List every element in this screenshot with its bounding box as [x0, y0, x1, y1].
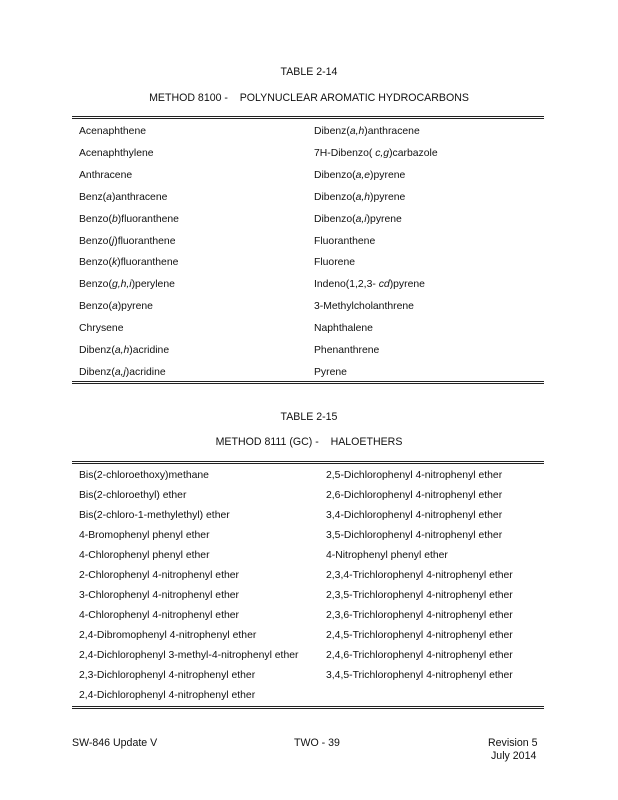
compound-name-right: 3-Methylcholanthrene: [314, 301, 414, 313]
table-row: [72, 569, 544, 583]
table-row: [72, 589, 544, 603]
compound-name-right: Dibenzo(a,i)pyrene: [314, 213, 402, 225]
table-row: [72, 609, 544, 623]
compound-name-right: 2,3,5-Trichlorophenyl 4-nitrophenyl ether: [326, 590, 513, 601]
compound-name-right: 2,3,4-Trichlorophenyl 4-nitrophenyl ether: [326, 570, 513, 581]
table-row: [72, 629, 544, 643]
compound-name-right: 7H-Dibenzo( c,g)carbazole: [314, 147, 438, 159]
table-row: [72, 322, 544, 336]
compound-name-left: Chrysene: [79, 323, 124, 335]
table-row: [72, 689, 544, 703]
compound-name-left: Benzo(b)fluoranthene: [79, 213, 179, 225]
compound-name-left: 2-Chlorophenyl 4-nitrophenyl ether: [79, 570, 239, 581]
compound-name-right: Indeno(1,2,3- cd)pyrene: [314, 279, 425, 291]
compound-name-right: Dibenz(a,h)anthracene: [314, 126, 420, 137]
table-row: [72, 213, 544, 227]
compound-name-left: Benz(a)anthracene: [79, 191, 168, 203]
compound-name-left: Benzo(j)fluoranthene: [79, 235, 176, 247]
table-2-15: [72, 461, 544, 709]
compound-name-right: 3,4,5-Trichlorophenyl 4-nitrophenyl ether: [326, 670, 513, 681]
compound-name-left: 3-Chlorophenyl 4-nitrophenyl ether: [79, 590, 239, 601]
footer-document-id: SW-846 Update V: [72, 737, 158, 749]
compound-name-left: Benzo(g,h,i)perylene: [79, 279, 175, 291]
table-row: [72, 147, 544, 161]
table-row: [72, 529, 544, 543]
compound-name-right: 3,4-Dichlorophenyl 4-nitrophenyl ether: [326, 510, 503, 521]
compound-name-left: 2,4-Dichlorophenyl 4-nitrophenyl ether: [79, 690, 256, 701]
compound-name-right: 2,4,6-Trichlorophenyl 4-nitrophenyl ether: [326, 650, 513, 661]
table-bottom-rule: [72, 381, 544, 384]
compound-name-right: Pyrene: [314, 366, 347, 378]
footer-date: July 2014: [491, 750, 537, 762]
table-row: [72, 125, 544, 139]
compound-name-right: Naphthalene: [314, 323, 373, 335]
compound-name-left: Acenaphthylene: [79, 147, 154, 159]
compound-name-right: 2,4,5-Trichlorophenyl 4-nitrophenyl ether: [326, 630, 513, 641]
compound-name-right: 2,3,6-Trichlorophenyl 4-nitrophenyl ether: [326, 610, 513, 621]
compound-name-right: 2,5-Dichlorophenyl 4-nitrophenyl ether: [326, 470, 503, 481]
table-row: [72, 344, 544, 358]
table-2-14: [72, 116, 544, 384]
compound-name-left: Anthracene: [79, 169, 133, 181]
table-row: [72, 191, 544, 205]
table-2-15-title: TABLE 2-15: [280, 411, 338, 423]
compound-name-left: Bis(2-chloro-1-methylethyl) ether: [79, 510, 230, 521]
compound-name-left: 4-Chlorophenyl phenyl ether: [79, 550, 210, 561]
compound-name-left: Benzo(k)fluoranthene: [79, 257, 179, 269]
table-row: [72, 235, 544, 249]
table-row: [72, 300, 544, 314]
table-2-14-rows: [72, 119, 544, 381]
table-2-15-rows: [72, 464, 544, 706]
compound-name-left: 4-Bromophenyl phenyl ether: [79, 530, 210, 541]
compound-name-left: 2,3-Dichlorophenyl 4-nitrophenyl ether: [79, 670, 256, 681]
compound-name-left: Dibenz(a,j)acridine: [79, 366, 166, 378]
table-row: [72, 489, 544, 503]
table-2-14-subtitle: METHOD 8100 - POLYNUCLEAR AROMATIC HYDROCARBONS: [149, 92, 469, 104]
compound-name-right: Fluoranthene: [314, 235, 376, 247]
compound-name-left: 2,4-Dichlorophenyl 3-methyl-4-nitrophenyl ether: [79, 650, 299, 661]
table-row: [72, 169, 544, 183]
compound-name-left: 2,4-Dibromophenyl 4-nitrophenyl ether: [79, 630, 257, 641]
compound-name-left: Bis(2-chloroethoxy)methane: [79, 470, 209, 481]
compound-name-right: Phenanthrene: [314, 345, 380, 356]
compound-name-left: Acenaphthene: [79, 126, 147, 137]
compound-name-left: Dibenz(a,h)acridine: [79, 345, 170, 356]
table-row: [72, 278, 544, 292]
table-row: [72, 366, 544, 380]
table-2-14-title: TABLE 2-14: [280, 66, 338, 78]
compound-name-right: Fluorene: [314, 257, 356, 269]
table-row: [72, 469, 544, 483]
footer-revision: Revision 5: [488, 737, 538, 749]
table-2-15-subtitle: METHOD 8111 (GC) - HALOETHERS: [215, 436, 403, 448]
compound-name-left: 4-Chlorophenyl 4-nitrophenyl ether: [79, 610, 239, 621]
compound-name-left: Bis(2-chloroethyl) ether: [79, 490, 187, 501]
compound-name-right: Dibenzo(a,h)pyrene: [314, 191, 406, 203]
table-row: [72, 649, 544, 663]
compound-name-left: Benzo(a)pyrene: [79, 301, 153, 313]
compound-name-right: 2,6-Dichlorophenyl 4-nitrophenyl ether: [326, 490, 503, 501]
compound-name-right: 4-Nitrophenyl phenyl ether: [326, 550, 448, 561]
table-bottom-rule: [72, 706, 544, 709]
compound-name-right: 3,5-Dichlorophenyl 4-nitrophenyl ether: [326, 530, 503, 541]
compound-name-right: Dibenzo(a,e)pyrene: [314, 169, 406, 181]
table-row: [72, 509, 544, 523]
table-row: [72, 669, 544, 683]
footer-page-number: TWO - 39: [294, 737, 340, 749]
table-row: [72, 549, 544, 563]
table-row: [72, 256, 544, 270]
